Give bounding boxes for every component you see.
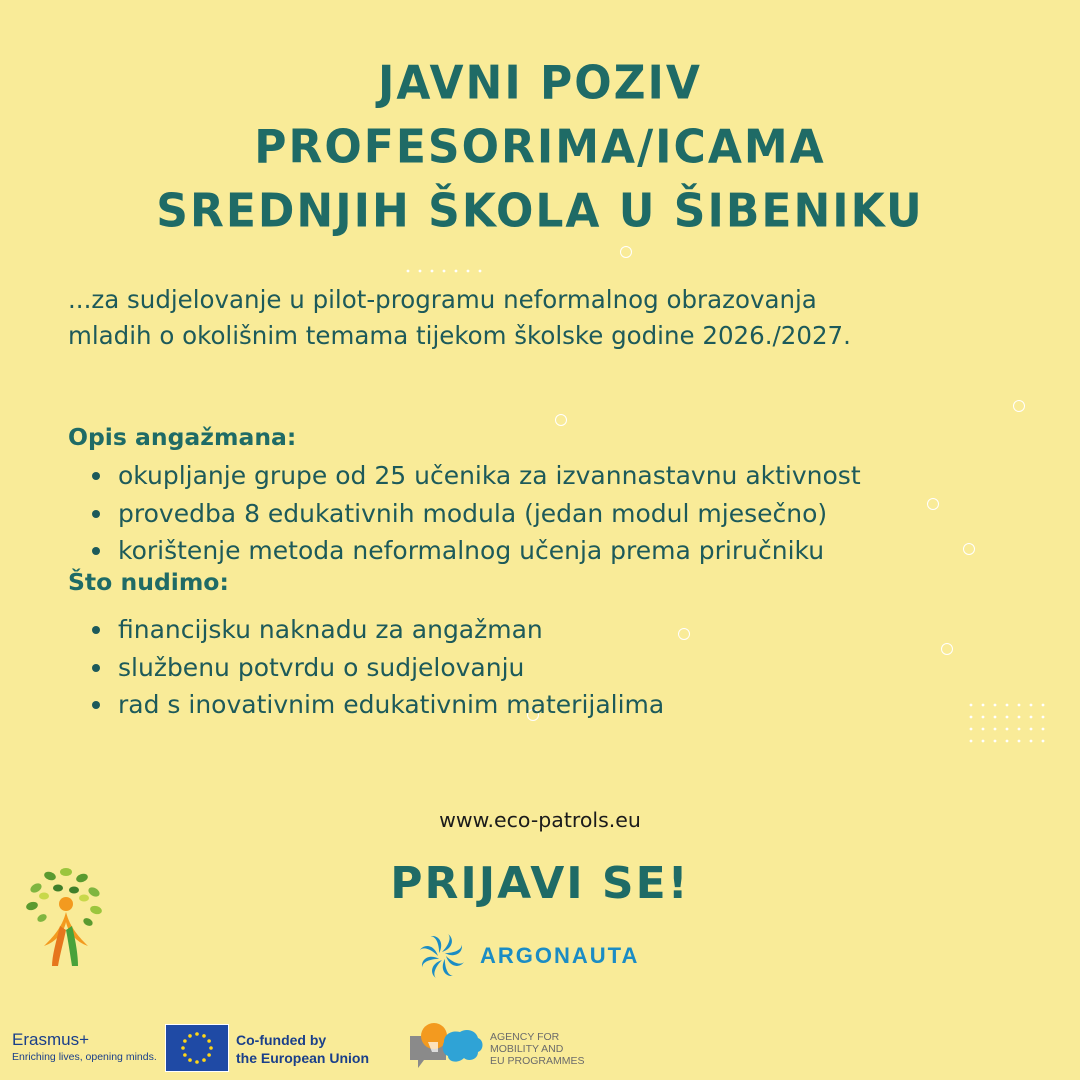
eu-cofunded-text (236, 1031, 369, 1067)
offer-heading: Što nudimo: (68, 568, 229, 596)
decorative-dot-grid (405, 268, 485, 280)
decorative-circle (555, 414, 567, 426)
intro-text (68, 282, 1028, 354)
agency-name (490, 1031, 585, 1067)
agency-text-line: MOBILITY AND (490, 1043, 564, 1055)
list-item: okupljanje grupe od 25 učenika za izvannastavnu aktivnost (92, 457, 861, 495)
apply-call-to-action: PRIJAVI SE! (390, 858, 690, 909)
website-link[interactable]: www.eco-patrols.eu (439, 808, 641, 832)
intro-line: mladih o okolišnim temama tijekom školske godine 2026./2027. (68, 321, 851, 350)
erasmus-tagline: Enriching lives, opening minds. (12, 1051, 157, 1063)
erasmus-name: Erasmus+ (12, 1030, 89, 1049)
eu-text-line: the European Union (236, 1050, 369, 1066)
decorative-dot-grid (968, 702, 1048, 748)
title-line: PROFESORIMA/ICAMA (254, 120, 826, 175)
decorative-circle (620, 246, 632, 258)
title-line: SREDNJIH ŠKOLA U ŠIBENIKU (156, 184, 924, 239)
argonauta-logo (418, 932, 639, 980)
eu-text-line: Co-funded by (236, 1032, 327, 1048)
agency-text-line: AGENCY FOR (490, 1031, 560, 1043)
list-item: službenu potvrdu o sudjelovanju (92, 649, 664, 687)
eu-flag-icon (165, 1024, 229, 1072)
list-item: financijsku naknadu za angažman (92, 611, 664, 649)
title-line: JAVNI POZIV (378, 56, 702, 111)
decorative-circle (941, 643, 953, 655)
decorative-circle (963, 543, 975, 555)
decorative-circle (1013, 400, 1025, 412)
agency-speech-bubbles-icon (408, 1020, 484, 1072)
intro-line: ...za sudjelovanje u pilot-programu neformalnog obrazovanja (68, 285, 817, 314)
eco-tree-logo-icon (22, 866, 106, 970)
page-title (0, 52, 1080, 244)
erasmus-logo (12, 1030, 157, 1064)
argonauta-wordmark: ARGONAUTA (480, 943, 640, 968)
offer-list (92, 611, 664, 724)
engagement-list (92, 457, 861, 570)
decorative-circle (927, 498, 939, 510)
agency-text-line: EU PROGRAMMES (490, 1055, 585, 1067)
engagement-heading: Opis angažmana: (68, 423, 297, 451)
list-item: korištenje metoda neformalnog učenja prema priručniku (92, 532, 861, 570)
list-item: rad s inovativnim edukativnim materijalima (92, 686, 664, 724)
argonauta-swirl-icon (418, 932, 466, 980)
list-item: provedba 8 edukativnih modula (jedan modul mjesečno) (92, 495, 861, 533)
decorative-circle (678, 628, 690, 640)
